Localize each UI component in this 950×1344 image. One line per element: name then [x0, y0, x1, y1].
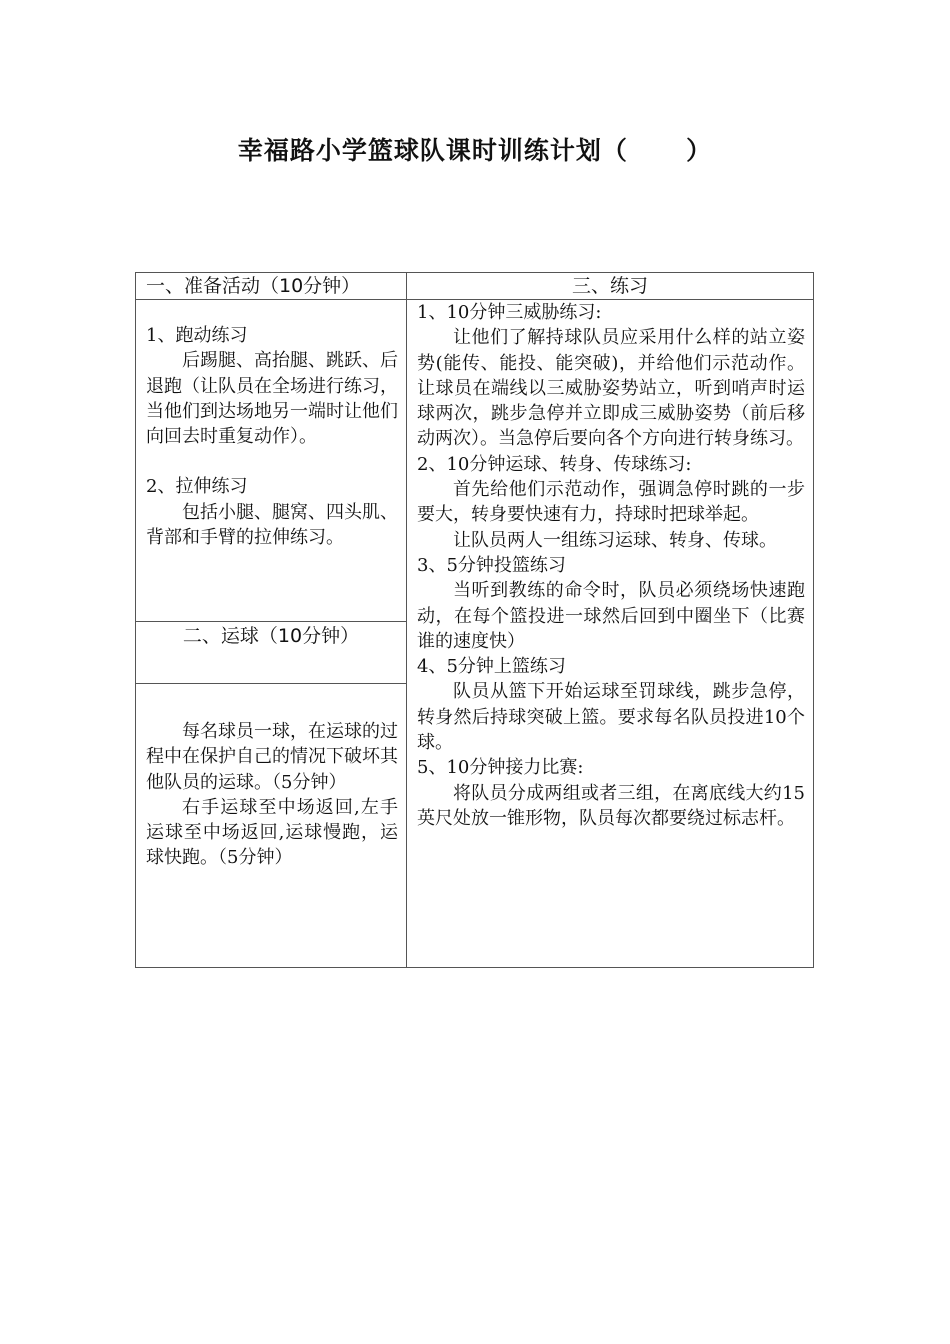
practice-item2-title: 2、10分钟运球、转身、传球练习: [417, 453, 692, 475]
dribble-header: 二、运球（10分钟） [182, 625, 360, 647]
warmup-item2-title: 2、拉伸练习 [146, 476, 248, 498]
practice-item5-body: 将队员分成两组或者三组，在离底线大约15英尺处放一锥形物，队员每次都要绕过标志杆。 [417, 782, 805, 829]
warmup-cell [146, 323, 398, 550]
practice-item3-body: 当听到教练的命令时，队员必须绕场快速跑动，在每个篮投进一球然后回到中圈坐下（比赛谁的速度快） [417, 580, 805, 652]
warmup-header: 一、准备活动（10分钟） [146, 275, 361, 297]
practice-item3-title: 3、5分钟投篮练习 [417, 554, 566, 576]
page-title: 幸福路小学篮球队课时训练计划（ ） [237, 136, 713, 165]
practice-item2-body2: 让队员两人一组练习运球、转身、传球。 [453, 529, 777, 551]
practice-item5-title: 5、10分钟接力比赛: [417, 757, 584, 779]
practice-header: 三、练习 [571, 275, 648, 297]
practice-item4-body: 队员从篮下开始运球至罚球线，跳步急停，转身然后持球突破上篮。要求每名队员投进10个球。 [417, 681, 805, 754]
practice-item1-body: 让他们了解持球队员应采用什么样的站立姿势(能传、能投、能突破)，并给他们示范动作。让球员在端线以三威胁姿势站立，听到哨声时运球两次，跳步急停并立即成三威胁姿势（前后移动两次）。当急停后要向各个方向进行转身练习。 [417, 327, 805, 450]
dribble-para1: 每名球员一球，在运球的过程中在保护自己的情况下破坏其他队员的运球。（5分钟） [146, 721, 398, 793]
left-section-divider [136, 621, 406, 622]
warmup-item2-body: 包括小腿、腿窝、四头肌、背部和手臂的拉伸练习。 [146, 501, 398, 549]
warmup-item1-title: 1、跑动练习 [146, 325, 248, 346]
practice-cell [417, 300, 805, 831]
warmup-item1-body: 后踢腿、高抬腿、跳跃、后退跑（让队员在全场进行练习，当他们到达场地另一端时让他们向回去时重复动作）。 [146, 350, 398, 448]
column-divider [406, 273, 407, 967]
practice-item4-title: 4、5分钟上篮练习 [417, 656, 566, 678]
practice-item1-title: 1、10分钟三威胁练习: [417, 302, 602, 323]
dribble-para2: 右手运球至中场返回,左手运球至中场返回,运球慢跑，运球快跑。（5分钟） [146, 796, 398, 869]
dribble-header-divider [136, 683, 406, 684]
training-plan-table [135, 272, 814, 968]
dribble-cell [146, 719, 398, 871]
practice-item2-body1: 首先给他们示范动作，强调急停时跳的一步要大，转身要快速有力，持球时把球举起。 [417, 479, 805, 526]
